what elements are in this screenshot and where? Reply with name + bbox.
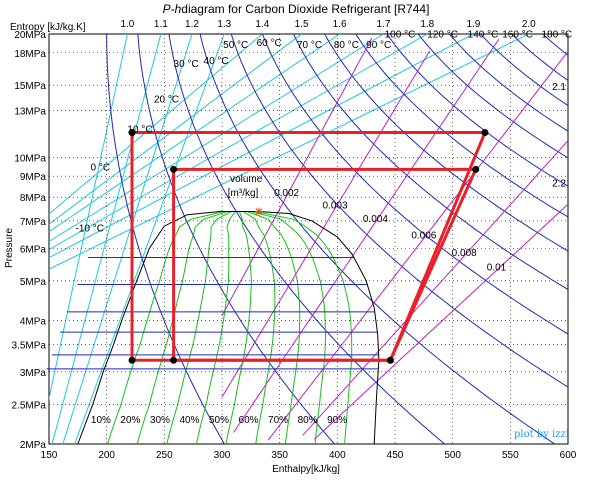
isotherm-label: 60 °C (256, 37, 282, 49)
y-tick-label: 8MPa (19, 193, 46, 205)
cycle-point (170, 166, 177, 173)
entropy-tick-label: 1.7 (376, 19, 391, 30)
x-tick-label: 450 (386, 450, 404, 461)
isotherm-line (574, 34, 592, 444)
x-tick-label: 300 (213, 450, 231, 461)
top-axis-label: Entropy [kJ/kg.K] (10, 22, 86, 33)
x-tick-label: 200 (98, 450, 116, 461)
entropy-tick-label: 1.3 (217, 19, 232, 30)
x-tick-label: 600 (559, 450, 577, 461)
entropy-right-label: 2.2 (552, 178, 566, 190)
x-tick-label: 350 (271, 450, 289, 461)
volume-title: volume (230, 174, 263, 186)
x-tick-label: 250 (155, 450, 173, 461)
entropy-tick-label: 1.0 (120, 19, 135, 30)
cycle-point (481, 129, 488, 136)
quality-label: 20% (120, 415, 141, 427)
y-tick-label: 10MPa (14, 153, 46, 165)
quality-label: 10% (90, 415, 111, 427)
volume-label: 0.004 (362, 214, 388, 226)
volume-unit: [m³/kg] (227, 188, 259, 200)
isotherm-label: 100 °C (384, 29, 416, 41)
entropy-tick-label: 1.5 (294, 19, 309, 30)
x-tick-label: 400 (328, 450, 346, 461)
critical-point-marker (255, 208, 263, 216)
y-tick-label: 3MPa (19, 367, 46, 379)
volume-label: 0.003 (322, 200, 348, 212)
y-tick-label: 7MPa (19, 216, 46, 228)
entropy-tick-label: 2.0 (521, 19, 536, 30)
y-tick-label: 9MPa (19, 172, 46, 184)
quality-label: 90% (327, 415, 348, 427)
y-tick-label: 5MPa (19, 276, 46, 288)
cycle-point (387, 357, 394, 364)
y-tick-label: 13MPa (14, 106, 46, 118)
isotherm-label: 50 °C (223, 39, 249, 51)
entropy-tick-label: 1.2 (185, 19, 199, 30)
entropy-tick-label: 1.4 (255, 19, 270, 30)
quality-label: 70% (268, 415, 289, 427)
y-tick-label: 4MPa (19, 316, 46, 328)
x-axis-label: Enthalpy[kJ/kg] (272, 464, 340, 475)
volume-label: 0.01 (486, 262, 507, 274)
entropy-tick-label: 1.1 (153, 19, 168, 30)
isotherm-label: 10 °C (127, 124, 153, 136)
isotherm-label: 140 °C (467, 29, 499, 41)
x-tick-label: 150 (40, 450, 58, 461)
cycle-point (170, 357, 177, 364)
cycle-point (129, 357, 136, 364)
chart-title-rest: diagram for Carbon Dioxide Refrigerant [R744] (181, 2, 430, 16)
y-tick-label: 15MPa (14, 81, 46, 93)
y-tick-label: 6MPa (19, 244, 46, 256)
isotherm-label: 180 °C (541, 29, 573, 41)
isotherm-label: 40 °C (203, 55, 229, 67)
plot-area (0, 19, 592, 461)
entropy-tick-label: 1.9 (466, 19, 481, 30)
x-tick-label: 500 (444, 450, 462, 461)
isotherm-label: 80 °C (333, 39, 359, 51)
y-axis-label: Pressure (4, 227, 15, 269)
chart-title-italic: P-h (162, 2, 182, 16)
quality-label: 40% (179, 415, 200, 427)
volume-label: 0.006 (411, 230, 437, 242)
y-tick-label: 2.5MPa (11, 400, 46, 412)
x-tick-label: 550 (501, 450, 519, 461)
entropy-right-label: 2.1 (552, 82, 566, 94)
quality-label: 60% (238, 415, 259, 427)
isotherm-label: 30 °C (173, 59, 199, 71)
y-tick-label: 18MPa (14, 48, 46, 60)
credit-label: plot by izzi (514, 429, 569, 440)
isotherm-label: 90 °C (366, 39, 392, 51)
isotherm-label: 0 °C (90, 162, 111, 174)
entropy-tick-label: 1.6 (332, 19, 347, 30)
volume-label: 0.002 (274, 188, 300, 200)
y-tick-label: 2MPa (19, 440, 46, 451)
quality-label: 30% (149, 415, 170, 427)
isotherm-label: -10 °C (75, 223, 104, 235)
cycle-point (472, 166, 479, 173)
quality-label: 80% (297, 415, 318, 427)
chart-title (163, 2, 430, 16)
quality-label: 50% (208, 415, 230, 427)
y-tick-label: 3.5MPa (11, 340, 46, 352)
isotherm-label: 20 °C (153, 94, 180, 106)
isotherm-label: 160 °C (502, 29, 533, 41)
volume-label: 0.008 (451, 247, 477, 259)
y-tick-label: 20MPa (14, 30, 46, 41)
isotherm-label: 70 °C (296, 39, 323, 51)
isotherm-label: 120 °C (427, 29, 458, 41)
entropy-tick-label: 1.8 (420, 19, 435, 30)
